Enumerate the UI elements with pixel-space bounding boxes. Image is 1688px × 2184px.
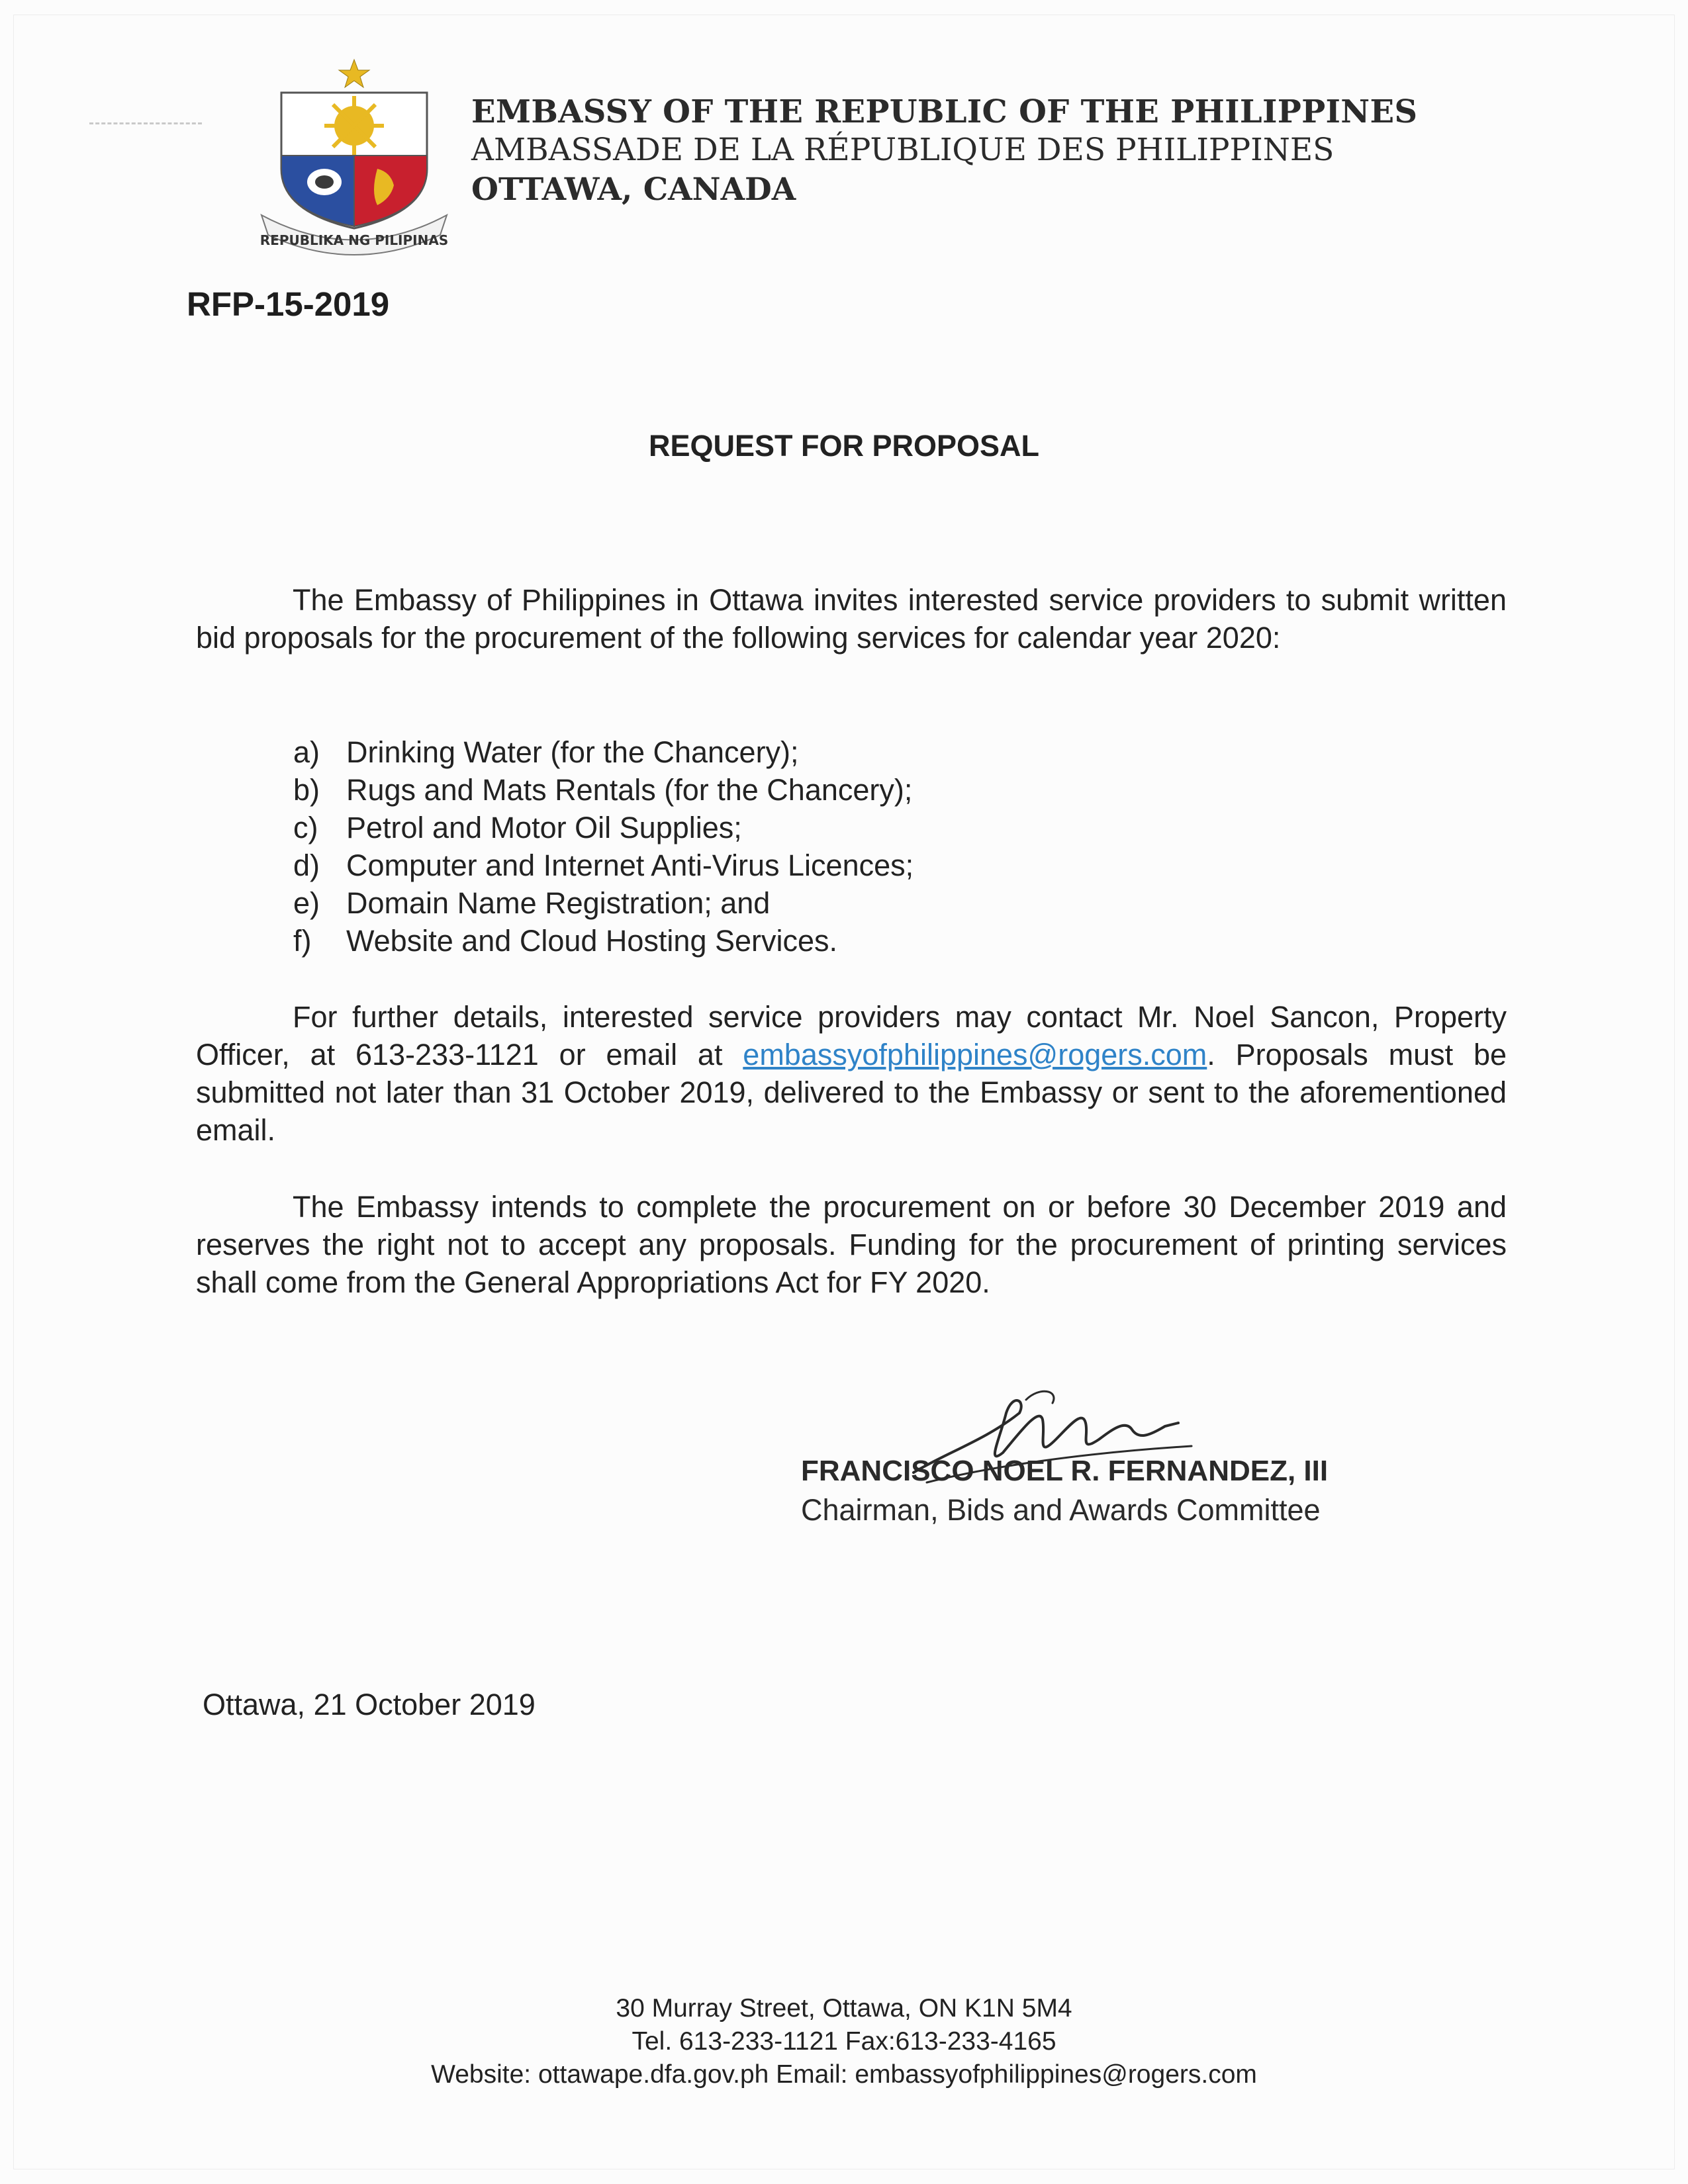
contact-text-after: . Proposals must be submitted not later than 31 October 2019, delivered to the Embassy or sent to the aforementioned email. bbox=[196, 1038, 1507, 1147]
list-item bbox=[293, 809, 914, 846]
letterhead bbox=[471, 93, 1417, 210]
contact-paragraph bbox=[196, 998, 1507, 1149]
closing-paragraph: The Embassy intends to complete the procurement on or before 30 December 2019 and reserves the right not to accept any proposals. Funding for the procurement of printing services shall come from the General Appropriations Act for FY 2020. bbox=[196, 1190, 1507, 1299]
list-item-text: Rugs and Mats Rentals (for the Chancery); bbox=[346, 773, 913, 807]
list-item bbox=[293, 771, 914, 809]
footer-address: 30 Murray Street, Ottawa, ON K1N 5M4 bbox=[616, 1994, 1072, 2023]
list-item-text: Website and Cloud Hosting Services. bbox=[346, 924, 838, 958]
list-item-text: Petrol and Motor Oil Supplies; bbox=[346, 811, 742, 844]
scan-mark bbox=[89, 122, 202, 127]
letterhead-english: EMBASSY OF THE REPUBLIC OF THE PHILIPPINES bbox=[471, 93, 1418, 130]
list-marker: a) bbox=[293, 735, 320, 769]
list-item bbox=[293, 922, 914, 960]
footer-web-email: Website: ottawape.dfa.gov.ph Email: embassyofphilippines@rogers.com bbox=[431, 2060, 1257, 2089]
list-marker: d) bbox=[293, 848, 320, 882]
service-list bbox=[293, 733, 914, 960]
seal-banner-text: REPUBLIKA NG PILIPINAS bbox=[259, 232, 449, 248]
footer-phone-fax: Tel. 613-233-1121 Fax:613-233-4165 bbox=[632, 2027, 1056, 2056]
list-item-text: Computer and Internet Anti-Virus Licences; bbox=[346, 848, 914, 882]
footer bbox=[0, 1992, 1688, 2091]
letterhead-city: OTTAWA, CANADA bbox=[471, 171, 796, 208]
signatory-title: Chairman, Bids and Awards Committee bbox=[801, 1493, 1321, 1527]
letterhead-french: AMBASSADE DE LA RÉPUBLIQUE DES PHILIPPINES bbox=[471, 132, 1335, 168]
reference-number: RFP-15-2019 bbox=[187, 285, 390, 323]
list-marker: e) bbox=[293, 886, 320, 920]
place-and-date: Ottawa, 21 October 2019 bbox=[203, 1688, 536, 1721]
list-item-text: Domain Name Registration; and bbox=[346, 886, 771, 920]
list-item bbox=[293, 884, 914, 922]
list-item bbox=[293, 846, 914, 884]
list-marker: c) bbox=[293, 811, 318, 844]
contact-text-before: For further details, interested service providers may contact Mr. Noel Sancon, Property Officer, at 613-233-1121 or email at bbox=[196, 1000, 1507, 1071]
list-item-text: Drinking Water (for the Chancery); bbox=[346, 735, 799, 769]
intro-paragraph: The Embassy of Philippines in Ottawa invites interested service providers to submit written bid proposals for the procurement of the following services for calendar year 2020: bbox=[196, 583, 1507, 655]
signatory-name: FRANCISCO NOEL R. FERNANDEZ, III bbox=[801, 1455, 1329, 1487]
philippine-coat-of-arms-seal bbox=[258, 46, 450, 258]
list-marker: b) bbox=[293, 773, 320, 807]
email-link[interactable]: embassyofphilippines@rogers.com bbox=[743, 1038, 1207, 1071]
list-marker: f) bbox=[293, 924, 312, 958]
document-title: REQUEST FOR PROPOSAL bbox=[648, 429, 1040, 463]
list-item bbox=[293, 733, 914, 771]
